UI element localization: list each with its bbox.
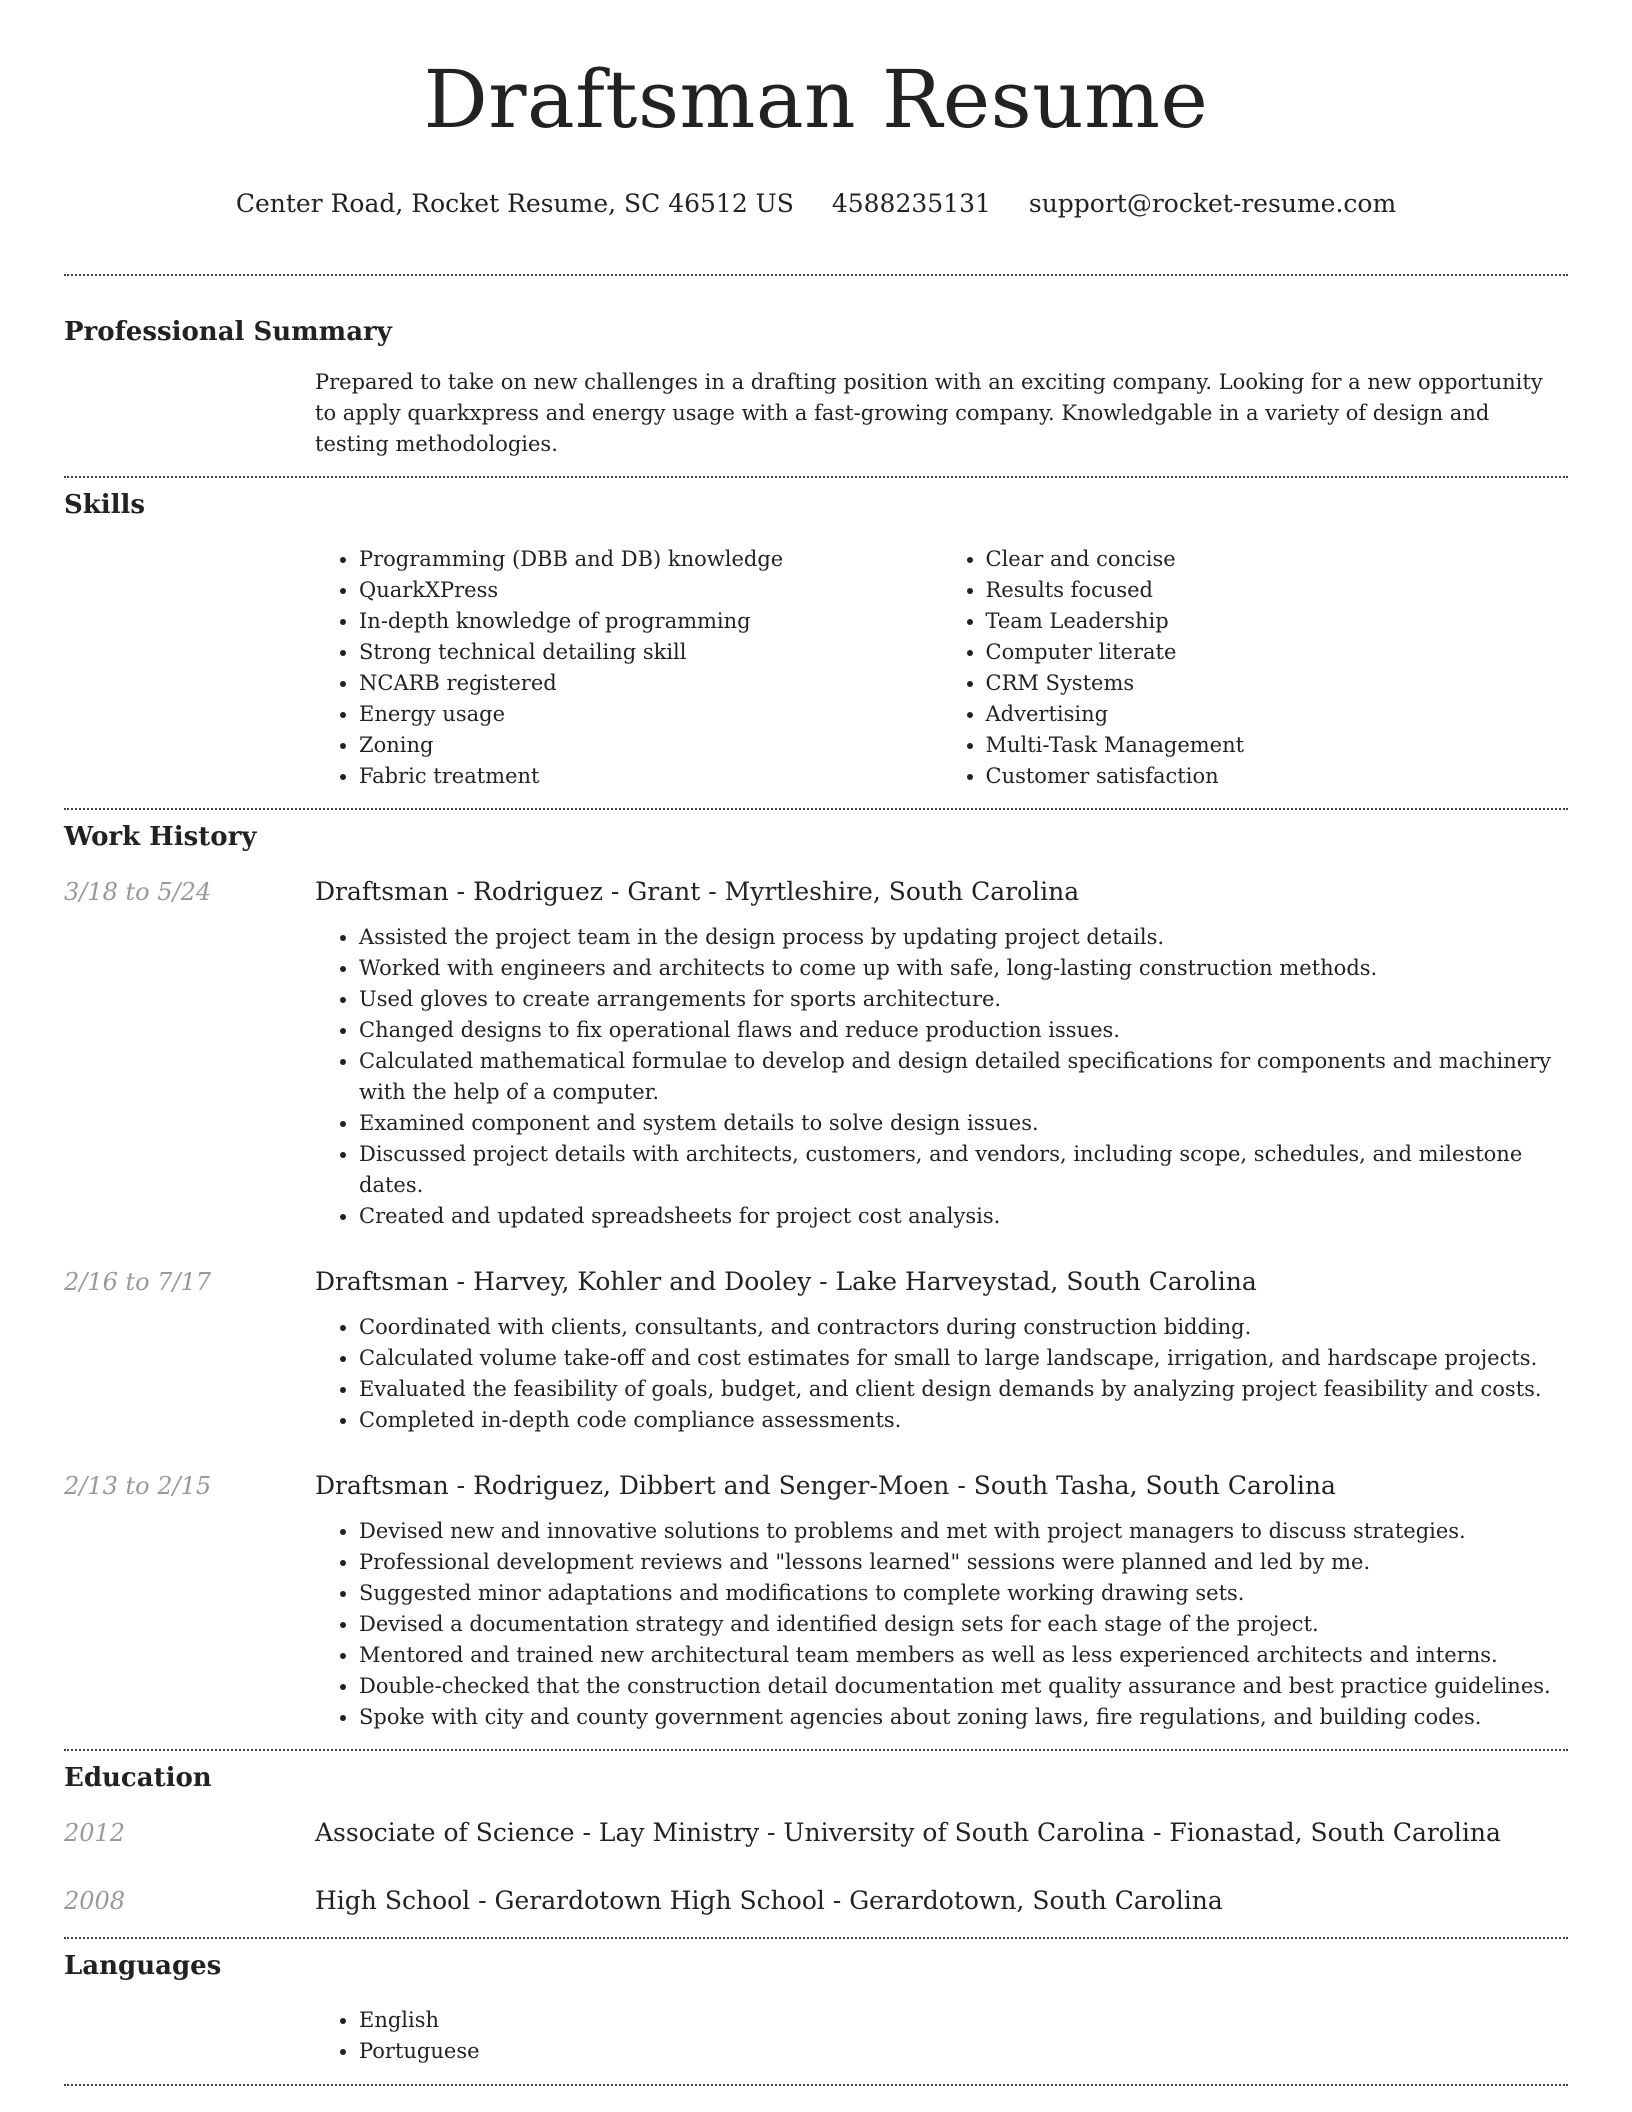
job-bullets <box>315 922 1568 1232</box>
divider <box>64 1937 1568 1939</box>
section-heading-work: Work History <box>64 822 257 852</box>
skills-section <box>64 488 1568 792</box>
divider <box>64 274 1568 276</box>
job-details <box>315 1516 1568 1733</box>
list-item: • Energy usage <box>359 699 942 730</box>
list-item: • Advertising <box>986 699 1569 730</box>
list-item: • Professional development reviews and "lessons learned" sessions were planned and led by me. <box>359 1547 1568 1578</box>
list-item: • Devised a documentation strategy and identified design sets for each stage of the project. <box>359 1609 1568 1640</box>
summary-text: Prepared to take on new challenges in a drafting position with an exciting company. Looking for a new opportunity to apply quarkxpress and energy usage with a fast-growing company. Knowledgable in a variety of design and testing methodologies. <box>315 370 1543 456</box>
list-item: • NCARB registered <box>359 668 942 699</box>
job-details <box>315 1312 1568 1436</box>
list-item: • Worked with engineers and architects to come up with safe, long-lasting construction methods. <box>359 953 1568 984</box>
job-dates: 2/13 to 2/15 <box>64 1472 212 1500</box>
section-heading-summary: Professional Summary <box>64 317 392 347</box>
list-item: • Calculated volume take-off and cost estimates for small to large landscape, irrigation, and hardscape projects. <box>359 1343 1568 1374</box>
section-heading-education: Education <box>64 1763 212 1793</box>
section-heading-skills: Skills <box>64 490 146 520</box>
languages-section <box>64 1949 1568 2067</box>
education-title: High School - Gerardotown High School - Gerardotown, South Carolina <box>315 1886 1223 1915</box>
list-item: • Assisted the project team in the design process by updating project details. <box>359 922 1568 953</box>
summary-body <box>315 367 1568 460</box>
job-title: Draftsman - Rodriguez - Grant - Myrtleshire, South Carolina <box>315 877 1080 906</box>
job-entry <box>64 1265 1568 1436</box>
section-heading-languages: Languages <box>64 1951 222 1981</box>
list-item: • Created and updated spreadsheets for project cost analysis. <box>359 1201 1568 1232</box>
list-item: • Examined component and system details to solve design issues. <box>359 1108 1568 1139</box>
divider <box>64 2084 1568 2086</box>
languages-body <box>315 2005 1568 2067</box>
list-item: • CRM Systems <box>986 668 1569 699</box>
resume-page <box>64 0 1568 2086</box>
list-item: • English <box>359 2005 1568 2036</box>
education-section <box>64 1761 1568 1918</box>
education-entry <box>64 1884 1568 1918</box>
list-item: • Used gloves to create arrangements for sports architecture. <box>359 984 1568 1015</box>
contact-phone: 4588235131 <box>831 189 991 218</box>
job-dates: 2/16 to 7/17 <box>64 1268 212 1296</box>
list-item: • Double-checked that the construction detail documentation met quality assurance and best practice guidelines. <box>359 1671 1568 1702</box>
list-item: • Clear and concise <box>986 544 1569 575</box>
list-item: • Discussed project details with architects, customers, and vendors, including scope, schedules, and milestone dates. <box>359 1139 1568 1201</box>
list-item: • Spoke with city and county government agencies about zoning laws, fire regulations, and building codes. <box>359 1702 1568 1733</box>
list-item: • Zoning <box>359 730 942 761</box>
job-entry <box>64 875 1568 1232</box>
list-item: • Results focused <box>986 575 1569 606</box>
list-item: • Multi-Task Management <box>986 730 1569 761</box>
skills-list-right <box>942 544 1569 792</box>
summary-section <box>64 315 1568 460</box>
job-dates: 3/18 to 5/24 <box>64 878 212 906</box>
skills-list-left <box>315 544 942 792</box>
job-details <box>315 922 1568 1232</box>
divider <box>64 476 1568 478</box>
list-item: • Coordinated with clients, consultants, and contractors during construction bidding. <box>359 1312 1568 1343</box>
list-item: • Portuguese <box>359 2036 1568 2067</box>
job-header <box>64 1265 1568 1299</box>
job-entry <box>64 1469 1568 1733</box>
education-year: 2008 <box>64 1887 126 1915</box>
divider <box>64 808 1568 810</box>
job-header <box>64 1469 1568 1503</box>
list-item: • Completed in-depth code compliance assessments. <box>359 1405 1568 1436</box>
page-title: Draftsman Resume <box>423 53 1209 146</box>
languages-list <box>315 2005 1568 2067</box>
list-item: • Strong technical detailing skill <box>359 637 942 668</box>
job-header <box>64 875 1568 909</box>
list-item: • Team Leadership <box>986 606 1569 637</box>
education-year: 2012 <box>64 1819 126 1847</box>
contact-line <box>64 186 1568 222</box>
job-bullets <box>315 1312 1568 1436</box>
education-title: Associate of Science - Lay Ministry - University of South Carolina - Fionastad, South Carolina <box>315 1818 1501 1847</box>
list-item: • Suggested minor adaptations and modifications to complete working drawing sets. <box>359 1578 1568 1609</box>
work-history-section <box>64 820 1568 1733</box>
job-bullets <box>315 1516 1568 1733</box>
list-item: • Devised new and innovative solutions to problems and met with project managers to discuss strategies. <box>359 1516 1568 1547</box>
contact-address: Center Road, Rocket Resume, SC 46512 US <box>235 189 794 218</box>
skills-grid <box>315 544 1568 792</box>
job-title: Draftsman - Harvey, Kohler and Dooley - Lake Harveystad, South Carolina <box>315 1267 1257 1296</box>
education-entry <box>64 1816 1568 1850</box>
list-item: • QuarkXPress <box>359 575 942 606</box>
list-item: • Changed designs to fix operational flaws and reduce production issues. <box>359 1015 1568 1046</box>
list-item: • In-depth knowledge of programming <box>359 606 942 637</box>
divider <box>64 1749 1568 1751</box>
list-item: • Fabric treatment <box>359 761 942 792</box>
list-item: • Customer satisfaction <box>986 761 1569 792</box>
list-item: • Calculated mathematical formulae to develop and design detailed specifications for components and machinery with the help of a computer. <box>359 1046 1568 1108</box>
list-item: • Evaluated the feasibility of goals, budget, and client design demands by analyzing project feasibility and costs. <box>359 1374 1568 1405</box>
job-title: Draftsman - Rodriguez, Dibbert and Senger-Moen - South Tasha, South Carolina <box>315 1471 1336 1500</box>
list-item: • Programming (DBB and DB) knowledge <box>359 544 942 575</box>
list-item: • Mentored and trained new architectural team members as well as less experienced architects and interns. <box>359 1640 1568 1671</box>
list-item: • Computer literate <box>986 637 1569 668</box>
contact-email: support@rocket-resume.com <box>1028 189 1397 218</box>
